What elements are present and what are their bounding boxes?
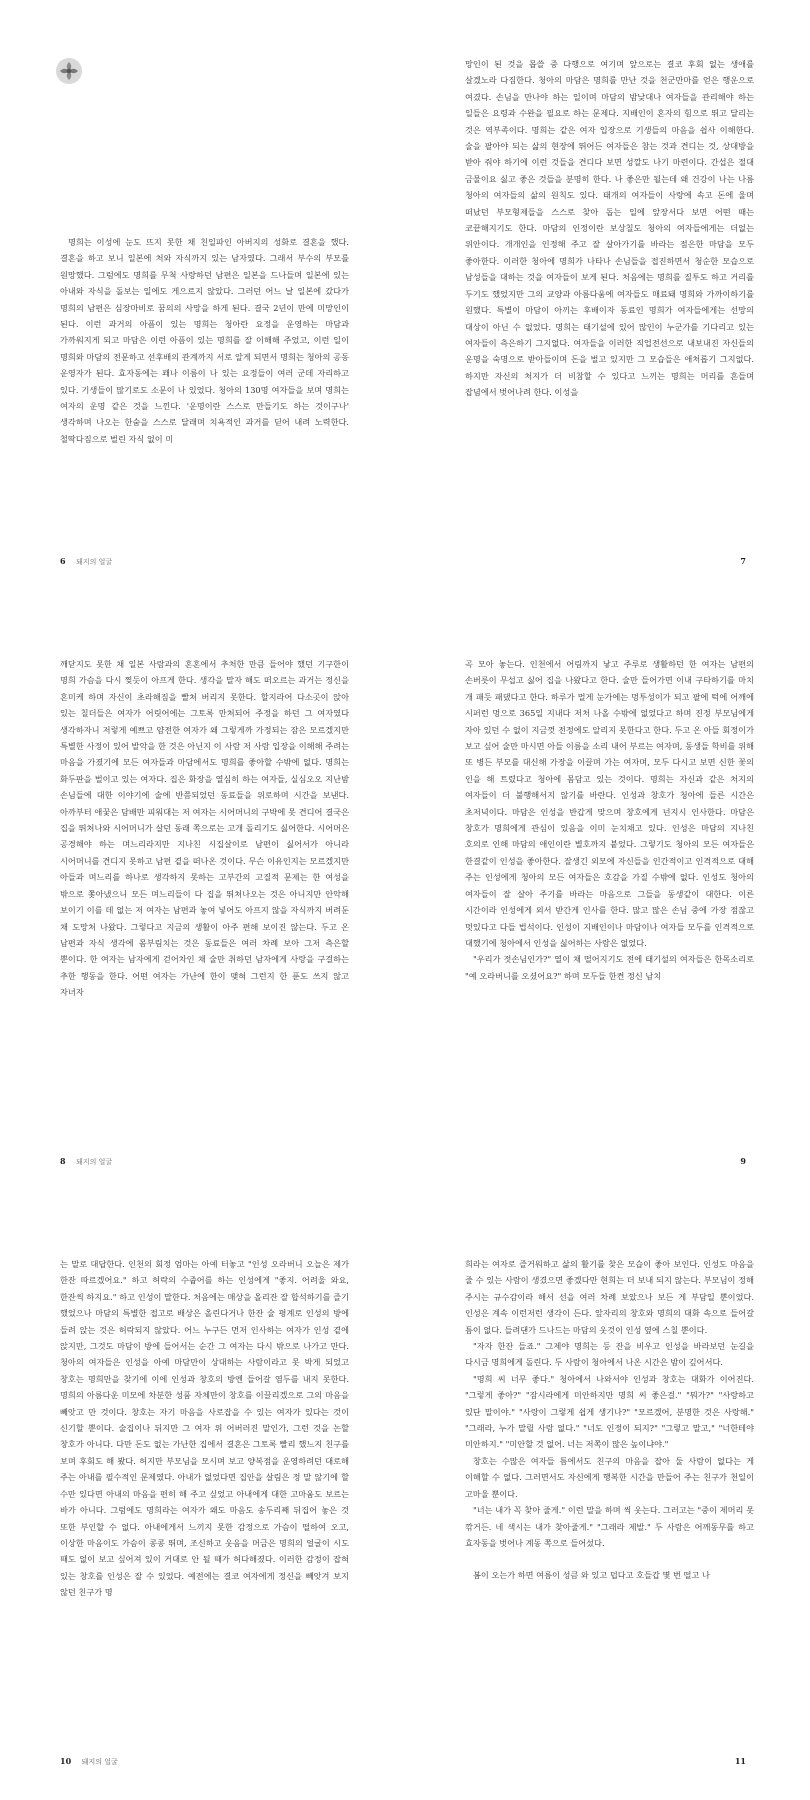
paragraph: 망인이 된 것을 몹쓸 중 다행으로 여기며 앞으로는 결코 후회 없는 생애를 살겠노라 다짐한다. 청아의 마담은 명희를 만난 것을 천군만마를 얻은 행운으로 여겼다. 손님을 만나야 하는 일이며 마담의 밤낮대나 여자들을 관리해야 하는 일들은 요령과 수완을 필요로 하는 문제다. 지배인이 혼자의 힘으로 뛰고 달리는 것은 역부족이다. 명희는 같은 여자 입장으로 기생들의 마음을 쉽사 이해한다. 술을 팔아야 되는 삶의 현장에 뛰어든 여자들은 참는 것과 견디는 것, 상대방을 받아 줘야 하기에 이런 것들을 견디다 보면 성깔도 나기 마련이다. 간섭은 절대 금물이요 싫고 좋은 것들을 분명히 한다. 나 좋은만 될는데 왜 건강이 나는 나름 청아의 여자들의 삶의 원칙도 있다. 태개의 여자들이 사랑에 속고 돈에 울며 떠났던 부모형제들을 스스로 찾아 돕는 일에 앞장서다 보면 어떤 때는 코끝해지기도 한다. 마담의 인정이란 보상칠도 청아의 여자들에게는 더없는 위안이다. 개개인을 인정해 주고 잘 살아가기를 바라는 점은한 마담을 모두 좋아한다. 이러한 청아에 명희가 나타나 손님들을 접진하면서 청순한 모습으로 남성들을 대하는 것을 여자들이 보게 된다. 처음에는 명희를 질투도 하고 거리를 두기도 했었지만 그의 교양과 아름다움에 여자들도 매료돼 명희와 가까이하기를 원했다. 특별이 마담이 아끼는 후배이자 동료인 명희가 여자들에게는 선망의 대상이 아닌 수 없었다. 명희는 태기설에 있어 많인이 누군가를 기다리고 있는 여자들이 측은하기 그지없다. 여자들을 이러한 직업전선으로 내보내진 자신들의 운명을 숙명으로 받아들이며 돈을 벌고 있지만 그 모습들은 애처롭기 그지없다. 하지만 자신의 처지가 더 비참할 수 있다고 느끼는 명희는 머리를 흔들며 잡념에서 벗어나려 한다. 이성을 [465, 59, 754, 398]
folio [740, 1156, 754, 1166]
paragraph: 창호는 수많은 여자들 틈에서도 친구의 마음을 잡아 둘 사람이 없다는 게 이해할 수 없다. 그러면서도 자신에게 행복한 시간을 만들어 주는 친구가 천일이 고마울 뿐이다. [465, 1455, 754, 1499]
folio [740, 556, 754, 566]
page-number: 11 [734, 1756, 746, 1766]
flower-ornament-icon [54, 56, 84, 86]
folio [735, 1756, 754, 1766]
paragraph-spacer [465, 1551, 754, 1567]
page-number: 7 [740, 556, 746, 566]
body-text [465, 56, 754, 481]
folio [60, 1156, 112, 1167]
body-text [60, 1256, 349, 1681]
page-8 [0, 600, 405, 1200]
body-text [60, 656, 349, 1081]
paragraph: 곡 모아 놓는다. 인천에서 어림까지 낳고 주루로 생활하던 한 여자는 남편의 손버릇이 무섭고 싫어 집을 나왔다고 한다. 술만 들어가면 이내 구타하기를 마치 개 패듯 패댔다고 한다. 하루가 멀게 눈가에는 멍투성이가 되고 팔에 턱에 어깨에 시퍼런 멍으로 365일 지내다 저처 나올 수밖에 없었다고 하며 진정 부모님에게 자아 있던 수 없이 지금껏 전정에도 알리지 못한다고 한다. 두고 온 아들 회정이가 보고 싶어 술만 마시면 아들 이름을 소리 내어 부르는 여자며, 동생들 학비를 위해 또 병든 부모를 대신해 가장을 이끌며 가는 여자며, 모두 다시고 보면 신한 꽃의 인을 해 트렸다고 청아에 몸담고 있는 것이다. 명희는 자신과 같은 처지의 여자들이 더 불행해서지 않기를 바란다. 인성과 창호가 청아에 들른 시간은 초저녁이다. 마담은 인성을 반갑게 맞으며 창호에게 넌지시 인사한다. 마담은 창호가 명희에게 관심이 있음을 이미 눈치채고 있다. 인성은 마담의 지나친 호의로 인해 마담의 애인이란 별호까지 붙었다. 그렇기도 청아의 모든 여자들은 한결같이 인성을 좋아한다. 잘생긴 외모에 자신들을 인간적이고 인격적으로 대해 주는 인성에게 청아의 모든 여자들은 호감을 가질 수밖에 없다. 인성도 청아의 여자들이 잘 살아 주기를 바라는 마음으로 그들을 동생같이 대한다. 이른 시간이라 인성에게 외서 받간게 인사를 한다. 많고 많은 손님 중에 가장 점잖고 멋있다고 다들 법석이다. 인성이 지배인이나 마담이나 여자들 모두를 인격적으로 대했기에 청아에서 인성을 싫어하는 사람은 없었다. [465, 659, 754, 948]
page-10 [0, 1200, 405, 1800]
paragraph: 봄이 오는가 하면 여름이 성큼 와 있고 덥다고 호들갑 몇 번 떨고 나 [473, 1570, 710, 1581]
page-number: 6 [60, 556, 66, 566]
page-11 [405, 1200, 810, 1800]
paragraph: "우리가 젓손님인가?" 열이 채 떨어지기도 전에 태기설의 여자들은 한목소리로 "예 오라버니를 오셨어요?" 하며 모두들 한켠 정신 남치 [465, 954, 754, 981]
page-6 [0, 0, 405, 600]
page-number: 9 [740, 1156, 746, 1166]
running-title: 돼지의 얼굴 [81, 1758, 118, 1766]
page-7 [405, 0, 810, 600]
folio [60, 556, 112, 567]
paragraph: 희라는 여자로 즐거워하고 삶의 활기를 찾은 모습이 좋아 보인다. 인성도 마음을 줄 수 있는 사람이 생겼으면 좋겠다만 현희는 더 보내 되지 않는다. 부모님이 정해 주시는 규수감이라 해서 선을 여러 차례 보았으나 보든 게 부담일 뿐이었다. 인성은 계속 이런저런 생각이 든다. 앞자리의 창호와 명희의 대화 속으로 들어갈 틈이 없다. 들려댄가 드나드는 마담의 웃것이 인성 옆에 스칠 뿐이다. [465, 1259, 754, 1335]
paragraph: 깨닫지도 못한 채 일본 사람과의 혼혼에서 추처한 만큼 들어야 했던 기구한이 명희 가슴을 다시 찢듯이 아프게 한다. 생각을 말자 해도 떠오르는 과거는 정신을 혼미케 하며 자신이 초라해짐을 빨쳐 버리지 못한다. 할지라어 다소곳이 앉아 있는 칠더들은 여자가 어릿어에는 그토록 만쳐되어 주정을 하던 그 여자였다 생각하자니 저렇게 예쁘고 얌전한 여자가 왜 그렇게까 가정되는 잠은 모르겠지만 특별한 사정이 있어 발악을 한 것은 아닌지 이 사람 저 사람 입장을 이해해 주려는 마음을 가졌기에 모든 여자들과 마담에서도 명희를 좋아할 수밖에 없다. 명희는 화두판을 벌이고 있는 여자다. 집은 화장을 열심히 하는 여자들, 실심오오 지난밤 손님들에 대한 이야기에 술에 반쯤되었던 동료들을 위로하며 시간을 보낸다. 아까부터 애꿎은 담배만 피워대는 저 여자는 시어머니의 구박에 못 견디어 결국은 집을 뛰쳐나와 시어머니가 살던 동래 쪽으로는 고개 돌리기도 싫어한다. 시어머은 공경해야 하는 며느리라지만 지나친 시집살이로 남편이 싫어서가 아니라 시어머니를 견디지 못하고 남편 곁을 떠나온 것이다. 무슨 이유인지는 모르겠지만 아들과 며느리를 하나로 생각하지 못하는 고부간의 고질적 문제는 한 여성을 밖으로 쫓아냈으니 모든 며느리들이 다 집을 뛰쳐나오는 것은 아니지만 안악해 보이기 이를 데 없는 저 여자는 남편과 놓여 넣어도 아프지 않을 자식까지 버려둔 채 도망쳐 나왔다. 그렇다고 지금의 생활이 아주 편해 보이진 않는다. 두고 온 남편과 자식 생각에 몸부림치는 것은 동료들은 여러 차례 보아 그저 측은할 뿐이다. 한 여자는 남자에게 걷어차인 채 술만 취하던 남자에게 사랑을 구걸하는 추한 행동을 한다. 어떤 여자는 가난에 한이 맺혀 그런지 한 푼도 쓰지 않고 자녀자 [60, 659, 349, 998]
spread-3 [0, 1200, 810, 1800]
page-number: 10 [60, 1756, 72, 1766]
page-9 [405, 600, 810, 1200]
body-text [465, 1256, 754, 1681]
paragraph: 명희는 이성에 눈도 뜨지 못한 채 친일파인 아버지의 성화로 결혼을 했다. 결혼을 하고 보니 일본에 처와 자식까지 있는 남자였다. 그래서 부수의 부모를 원망했다. 그럼에도 명희를 무척 사랑하던 남편은 일본을 드나들며 일본에 있는 아내와 자식을 돌보는 일에도 게으르지 않았다. 그러던 어느 날 일본에 갔다가 명희의 남편은 심장마비로 꿈의의 사망을 하게 된다. 결국 2년이 만에 미망인이 된다. 이런 과거의 아픔이 있는 명희는 청아란 요정을 운영하는 마담과 가까워지게 되고 마담은 이런 아픔이 있는 명희를 잘 이해해 주었고, 이런 일이 명희와 마담의 전문하고 선후배의 관계까지 서로 알게 되면서 명희는 청아의 공동 운영자가 된다. 효자동에는 꽤나 이름이 나 있는 요정들이 여러 군데 자리하고 있다. 기생들이 많기로도 소문이 나 있었다. 청아의 130명 여자들을 보며 명희는 여자의 운명 같은 것을 느낀다. '운명이란 스스로 만들기도 하는 것이구나' 생각하며 나오는 한숨을 스스로 달래며 치욕적인 과거를 딛어 내려 노력한다. 철딱다짐으로 벌린 자식 없이 미 [60, 237, 349, 444]
paragraph: "명희 씨 너무 좋다." 청아에서 나와서야 인성과 창호는 대화가 이어진다. "그렇게 좋아?" "잠시라에게 미안하지만 명희 씨 좋은걸." "뭐가?" "사랑하고 있단 말이야." "사랑이 그렇게 쉽게 생기나?" "모르겠어, 분명한 것은 사랑해." "그래라, 누가 말릴 사람 없다." "너도 인정이 되지?" "그렇고 말고," "너한테야 미안하지." "미안할 것 없어. 너는 저쪽이 많은 높이냐야." [465, 1373, 754, 1450]
spread-2 [0, 600, 810, 1200]
body-text [60, 234, 349, 479]
paragraph: "자자 한잔 들죠." 그제야 명희는 등 잔을 비우고 인성을 바라보던 눈길을 다시금 명희에게 돌린다. 두 사람이 청아에서 나온 시간은 밤이 깊어서다. [465, 1341, 754, 1368]
paragraph: "너는 내가 꼭 찾아 줄게." 이런 말을 하며 씩 웃는다. 그러고는 "중이 제머리 못 깎거든. 네 색시는 내가 찾아줄게." "그래라 제발." 두 사람은 어깨동무를 하고 효자동을 벗어나 계동 쪽으로 들어섰다. [465, 1505, 754, 1548]
paragraph: 는 말로 대답한다. 인천의 회정 엄마는 아예 터놓고 "인성 오라버니 오늘은 제가 한잔 따르겠어요." 하고 허락의 수줍어를 하는 인성에게 "좋지. 어려울 와요, 한잔씩 하지요." 하고 인성이 말한다. 처음에는 매상을 올리잔 잘 합석하기를 즐기 했었으나 마담의 특별한 접고로 배상은 올린다거나 한잔 술 평계로 인성의 방에 들려 앉는 것은 허락되지 않았다. 어느 누구든 먼저 인사하는 여자가 인성 곁에 앉지만, 그것도 마담이 방에 들어서는 순간 그 여자는 다시 밖으로 나가고 만다. 청아의 여자들은 인성을 아예 마담만이 상대하는 사람이라고 못 박게 되었고 창호는 명희만을 찾기에 이에 인성과 창호의 방엔 들어갈 염두를 내지 못한다. 명희의 아름다운 미모에 차분한 성품 자체만이 창호를 이끌리겠으로 그의 마음을 빼앗고 만 것이다. 창호는 자기 마음을 사로잡을 수 있는 여자가 있다는 것이 신기할 뿐이다. 술집이나 뒤지만 그 여자 위 어버러진 말인가, 그런 것을 논할 창호가 아니다. 다만 돈도 없는 가난한 집에서 결혼은 그토록 빨리 했느지 친구를 보며 후회도 해 봤다. 허지만 부모님을 모시며 보고 양복점을 운영하려던 대로해 주는 아내를 필수적인 문제였다. 아내가 없었다면 집안을 살림은 정 말 않기에 할 수만 있다면 아내의 마음을 편히 해 주고 싶었고 아내에게 대한 고마움도 보르는 바가 아니다. 그럼에도 명희라는 여자가 왜도 마음도 송두리째 뒤집어 놓은 것 또한 부인할 수 없다. 아내에게서 느끼지 못한 감정으로 가슴이 떨하여 오고, 이상한 마음이도 가슴이 콩콩 뛰며, 조신하고 웃음을 머금은 명희의 얼굴이 시도 때도 없이 보고 싶어져 있이 거대로 안 될 때가 허다해졌다. 이러한 감정이 잡혀 있는 창호를 인성은 잘 수 있었다. 예전에는 결코 여자에게 정신을 빼앗겨 보지 않던 친구가 명 [60, 1259, 349, 1598]
running-title: 돼지의 얼굴 [76, 1158, 113, 1166]
spread-1 [0, 0, 810, 600]
page-number: 8 [60, 1156, 66, 1166]
running-title: 돼지의 얼굴 [76, 558, 113, 566]
body-text [465, 656, 754, 1081]
folio [60, 1756, 118, 1767]
